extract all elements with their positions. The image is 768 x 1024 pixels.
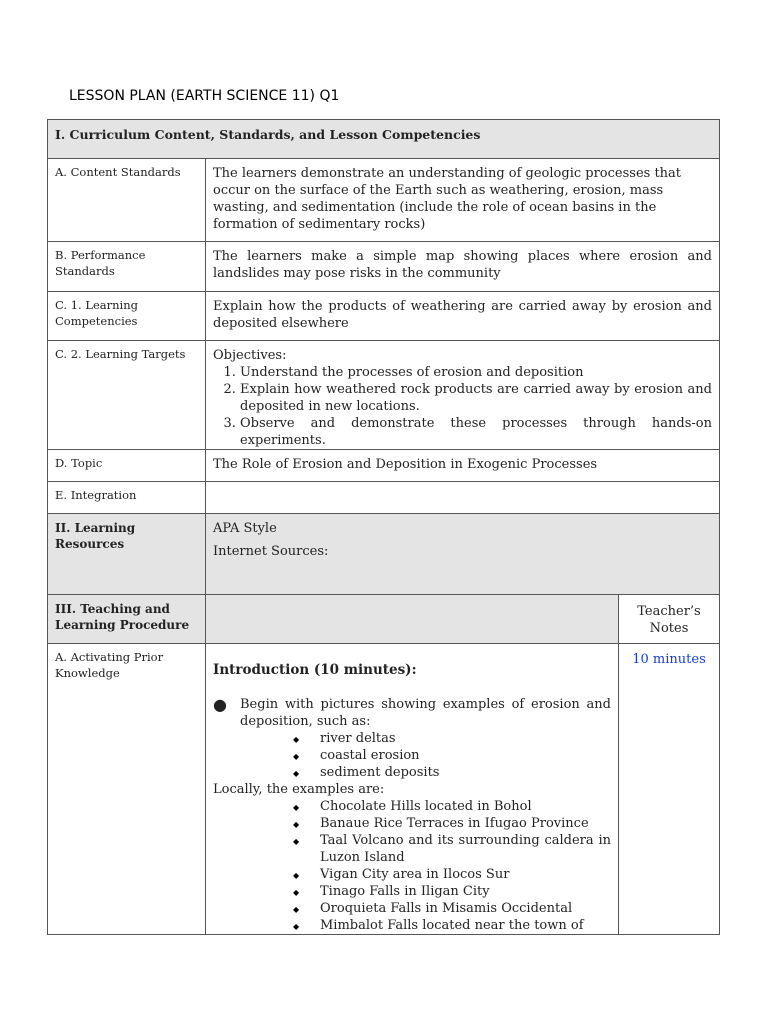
local-examples-intro: Locally, the examples are: — [213, 782, 385, 797]
topic-value: The Role of Erosion and Deposition in Exogenic Processes — [206, 450, 720, 482]
learning-competencies-label: C. 1. Learning Competencies — [48, 292, 206, 341]
resource-line: Internet Sources: — [213, 544, 329, 559]
objectives-heading: Objectives: — [213, 348, 287, 363]
objective-item: 1. Understand the processes of erosion and deposition — [240, 364, 712, 381]
example-item: ◆ sediment deposits — [293, 764, 611, 781]
integration-value — [206, 482, 720, 514]
introduction-heading: Introduction (10 minutes): — [213, 662, 417, 678]
local-example-item: ◆ Mimbalot Falls located near the town of — [293, 917, 611, 934]
performance-standards-label: B. Performance Standards — [48, 242, 206, 292]
activating-prior-knowledge-row — [48, 644, 720, 935]
integration-label: E. Integration — [48, 482, 206, 514]
content-standards-row — [48, 159, 720, 242]
examples-list — [213, 730, 611, 781]
topic-row — [48, 450, 720, 482]
content-standards-value: The learners demonstrate an understanding of geologic processes that occur on the surface of the Earth such as weathering, erosion, mass wasting, and sedimentation (include the role of ocean basins in the formation of sedimentary rocks) — [206, 159, 720, 242]
procedure-blank-cell — [206, 595, 619, 644]
lesson-plan-table — [47, 119, 720, 935]
local-example-item: ◆ Taal Volcano and its surrounding caldera in Luzon Island — [293, 832, 611, 866]
activating-prior-knowledge-label: A. Activating Prior Knowledge — [48, 644, 206, 935]
learning-competencies-value: Explain how the products of weathering are carried away by erosion and deposited elsewhere — [206, 292, 720, 341]
performance-standards-value: The learners make a simple map showing places where erosion and landslides may pose risks in the community — [206, 242, 720, 292]
content-standards-label: A. Content Standards — [48, 159, 206, 242]
learning-targets-value — [206, 341, 720, 450]
local-example-item: ◆ Vigan City area in Ilocos Sur — [293, 866, 611, 883]
example-item: ◆ coastal erosion — [293, 747, 611, 764]
local-example-item: ◆ Chocolate Hills located in Bohol — [293, 798, 611, 815]
objective-item: 2. Explain how weathered rock products are carried away by erosion and deposited in new locations. — [240, 381, 712, 415]
procedure-row — [48, 595, 720, 644]
activating-prior-knowledge-content — [206, 644, 619, 935]
example-item: ◆ river deltas — [293, 730, 611, 747]
document-title: LESSON PLAN (EARTH SCIENCE 11) Q1 — [69, 88, 340, 104]
procedure-label: III. Teaching and Learning Procedure — [48, 595, 206, 644]
bullet-item — [213, 696, 611, 730]
performance-standards-row — [48, 242, 720, 292]
learning-resources-row — [48, 514, 720, 595]
objective-item: 3. Observe and demonstrate these processes through hands-on experiments. — [240, 415, 712, 449]
learning-resources-value — [206, 514, 720, 595]
local-example-item: ◆ Banaue Rice Terraces in Ifugao Province — [293, 815, 611, 832]
learning-competencies-row — [48, 292, 720, 341]
local-example-item: ◆ Tinago Falls in Iligan City — [293, 883, 611, 900]
local-example-item: ◆ Oroquieta Falls in Misamis Occidental — [293, 900, 611, 917]
integration-row — [48, 482, 720, 514]
bullet-text: Begin with pictures showing examples of erosion and deposition, such as: — [240, 697, 611, 729]
objectives-list — [213, 364, 712, 449]
local-examples-list — [213, 798, 611, 934]
learning-resources-label: II. Learning Resources — [48, 514, 206, 595]
topic-label: D. Topic — [48, 450, 206, 482]
learning-targets-label: C. 2. Learning Targets — [48, 341, 206, 450]
teachers-notes-header: Teacher’s Notes — [619, 595, 720, 644]
section-1-row — [48, 120, 720, 159]
section-1-heading: I. Curriculum Content, Standards, and Lesson Competencies — [48, 120, 720, 159]
bullet-icon: ● — [213, 695, 227, 714]
teachers-note-time: 10 minutes — [619, 644, 720, 935]
learning-targets-row — [48, 341, 720, 450]
resource-line: APA Style — [213, 521, 277, 536]
